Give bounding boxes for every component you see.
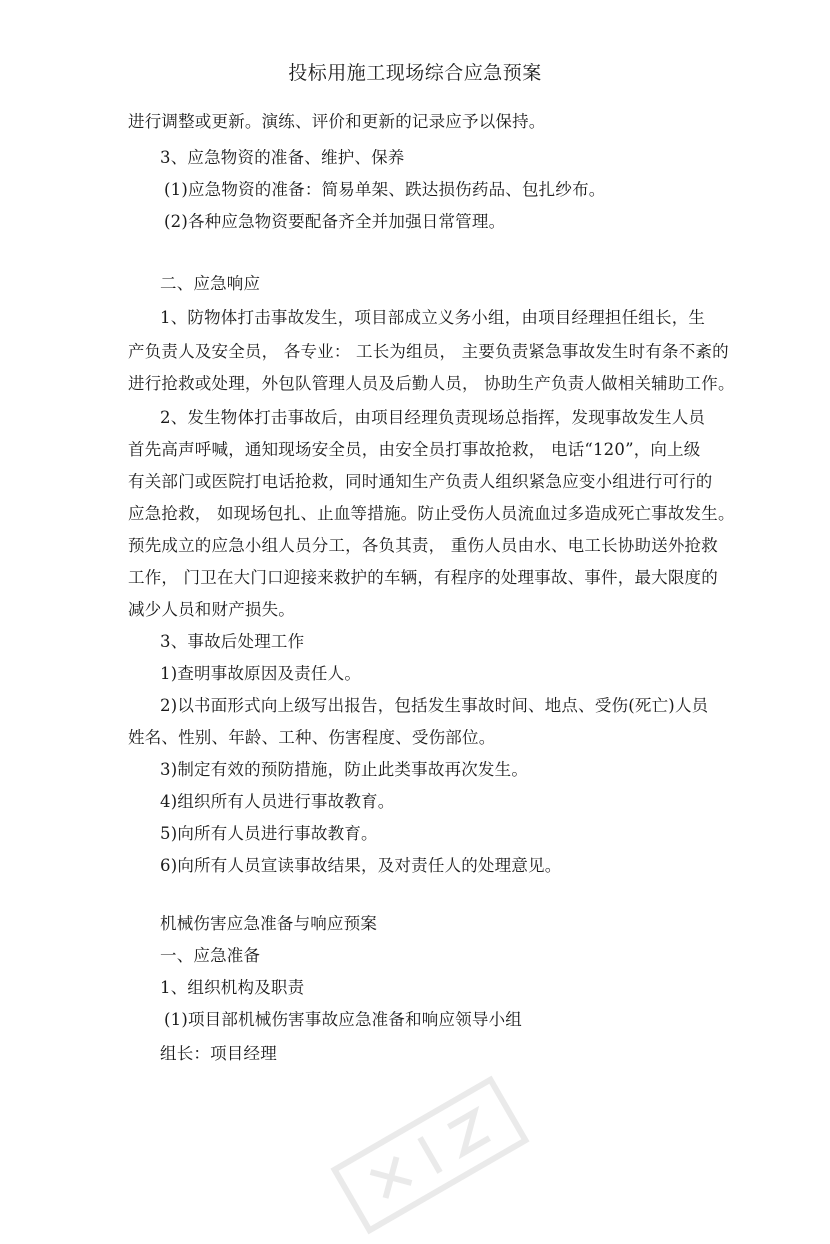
text-line: 预先成立的应急小组人员分工，各负其责， 重伤人员由水、电工长协助送外抢救 <box>128 536 718 555</box>
text-line: 组长：项目经理 <box>160 1044 277 1063</box>
text-line: 减少人员和财产损失。 <box>128 600 295 619</box>
text-line: 2、发生物体打击事故后，由项目经理负责现场总指挥，发现事故发生人员 <box>160 408 706 427</box>
list-item: 1)查明事故原因及责任人。 <box>160 664 362 683</box>
text-line: 有关部门或医院打电话抢救，同时通知生产负责人组织紧急应变小组进行可行的 <box>128 472 713 491</box>
section-heading: 1、组织机构及职责 <box>160 978 305 997</box>
section-heading: 二、应急响应 <box>160 274 261 293</box>
text-line: 产负责人及安全员， 各专业： 工长为组员， 主要负责紧急事故发生时有条不紊的 <box>128 342 729 361</box>
text-line: (1)应急物资的准备：简易单架、跌达损伤药品、包扎纱布。 <box>164 180 606 199</box>
section-heading: 机械伤害应急准备与响应预案 <box>160 914 378 933</box>
text-line: 工作， 门卫在大门口迎接来救护的车辆，有程序的处理事故、事件，最大限度的 <box>128 568 718 587</box>
list-item: 5)向所有人员进行事故教育。 <box>160 824 378 843</box>
list-item: 4)组织所有人员进行事故教育。 <box>160 792 395 811</box>
text-line: 进行调整或更新。演练、评价和更新的记录应予以保持。 <box>128 112 546 131</box>
page-title: 投标用施工现场综合应急预案 <box>288 62 542 84</box>
watermark-icon <box>321 1066 539 1244</box>
text-line: 进行抢救或处理，外包队管理人员及后勤人员， 协助生产负责人做相关辅助工作。 <box>128 374 735 393</box>
text-line: (2)各种应急物资要配备齐全并加强日常管理。 <box>164 212 506 231</box>
list-item: 6)向所有人员宣读事故结果，及对责任人的处理意见。 <box>160 856 562 875</box>
section-heading: 3、事故后处理工作 <box>160 632 305 651</box>
list-item: 3)制定有效的预防措施，防止此类事故再次发生。 <box>160 760 529 779</box>
list-item: 2)以书面形式向上级写出报告，包括发生事故时间、地点、受伤(死亡)人员 <box>160 696 709 715</box>
section-heading: 一、应急准备 <box>160 946 261 965</box>
text-line: 1、防物体打击事故发生，项目部成立义务小组，由项目经理担任组长，生 <box>160 308 706 327</box>
section-heading: 3、应急物资的准备、维护、保养 <box>160 148 405 167</box>
text-line: 姓名、性别、年龄、工种、伤害程度、受伤部位。 <box>128 728 496 747</box>
text-line: 首先高声呼喊，通知现场安全员，由安全员打事故抢救， 电话“120”，向上级 <box>128 440 701 459</box>
text-line: 应急抢救， 如现场包扎、止血等措施。防止受伤人员流血过多造成死亡事故发生。 <box>128 504 735 523</box>
text-line: (1)项目部机械伤害事故应急准备和响应领导小组 <box>164 1010 522 1029</box>
